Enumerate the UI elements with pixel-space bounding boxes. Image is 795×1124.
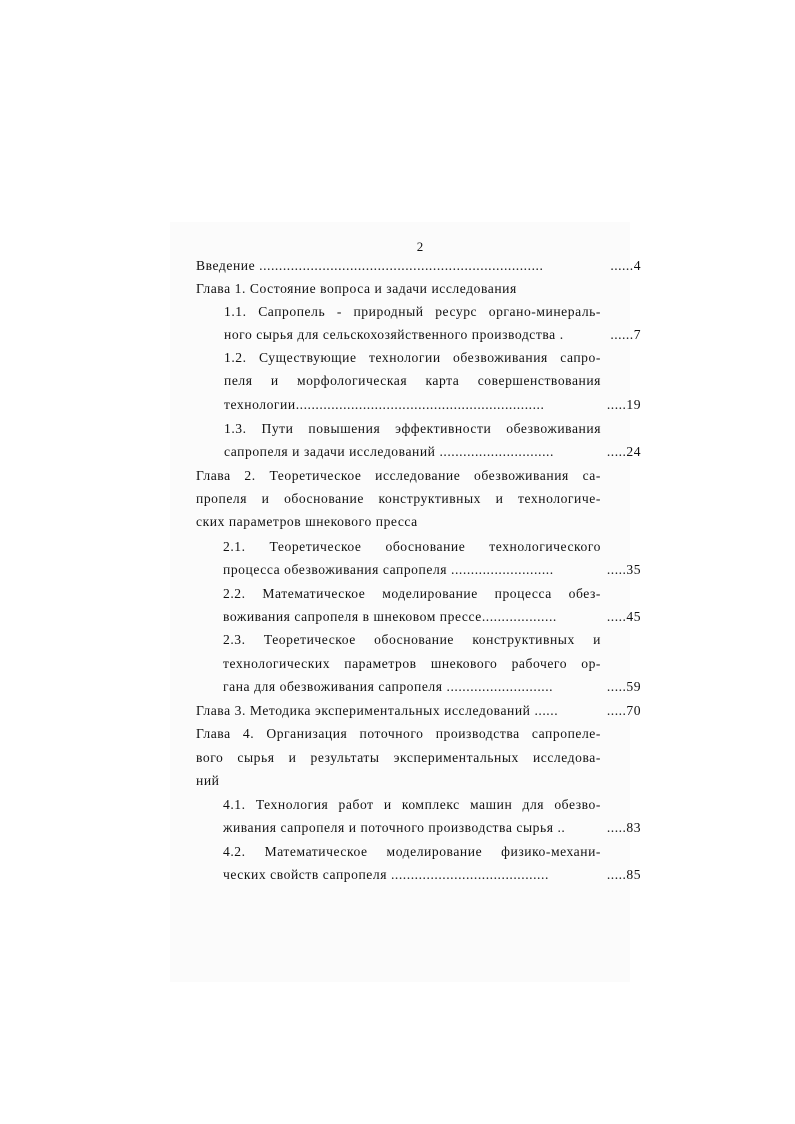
toc-entry-intro: Введение ........................................................................ xyxy=(196,258,544,273)
toc-section-4-1-line2: живания сапропеля и поточного производства сырья .. xyxy=(223,820,566,835)
toc-section-2-1-line2: процесса обезвоживания сапропеля .......................... xyxy=(223,562,554,577)
toc-chapter-1: Глава 1. Состояние вопроса и задачи исследования xyxy=(196,281,517,296)
toc-section-1-1-line1: 1.1. Сапропель - природный ресурс органо-минераль- xyxy=(224,304,601,319)
toc-section-4-2-line1: 4.2. Математическое моделирование физико-механи- xyxy=(223,844,601,859)
toc-chapter-4-line2: вого сырья и результаты экспериментальных исследова- xyxy=(196,750,601,765)
toc-section-2-3-line1: 2.3. Теоретическое обоснование конструктивных и xyxy=(223,632,601,647)
toc-section-2-2-line2: воживания сапропеля в шнековом прессе................... xyxy=(223,609,557,624)
toc-page-2-3: .....59 xyxy=(606,679,641,694)
toc-page-2-1: .....35 xyxy=(606,562,641,577)
toc-section-1-2-line2: пеля и морфологическая карта совершенствования xyxy=(224,373,601,388)
toc-section-1-1-line2: ного сырья для сельскохозяйственного производства . xyxy=(224,327,564,342)
toc-chapter-3: Глава 3. Методика экспериментальных исследований ...... xyxy=(196,703,559,718)
toc-page-1-3: .....24 xyxy=(606,444,641,459)
toc-section-4-1-line1: 4.1. Технология работ и комплекс машин для обезво- xyxy=(223,797,601,812)
toc-page-intro: ......4 xyxy=(610,258,641,273)
toc-section-2-1-line1: 2.1. Теоретическое обоснование технологического xyxy=(223,539,601,554)
toc-section-1-3-line2: сапропеля и задачи исследований ............................. xyxy=(224,444,554,459)
toc-page-1-1: ......7 xyxy=(610,327,641,342)
toc-page-4-2: .....85 xyxy=(606,867,641,882)
toc-chapter-4-line1: Глава 4. Организация поточного производства сапропеле- xyxy=(196,726,601,741)
toc-page-chapter-3: .....70 xyxy=(606,703,641,718)
page-number: 2 xyxy=(416,239,424,254)
toc-section-1-3-line1: 1.3. Пути повышения эффективности обезвоживания xyxy=(224,421,601,436)
toc-section-2-3-line2: технологических параметров шнекового рабочего ор- xyxy=(223,656,601,671)
toc-chapter-2-line3: ских параметров шнекового пресса xyxy=(196,514,418,529)
toc-section-2-3-line3: гана для обезвоживания сапропеля ........................... xyxy=(223,679,554,694)
toc-chapter-2-line1: Глава 2. Теоретическое исследование обезвоживания са- xyxy=(196,468,601,483)
toc-page-4-1: .....83 xyxy=(606,820,641,835)
toc-chapter-2-line2: пропеля и обоснование конструктивных и технологиче- xyxy=(196,491,601,506)
toc-section-2-2-line1: 2.2. Математическое моделирование процесса обез- xyxy=(223,586,601,601)
toc-section-1-2-line3: технологии............................................................... xyxy=(224,397,545,412)
toc-chapter-4-line3: ний xyxy=(196,773,220,788)
toc-section-4-2-line2: ческих свойств сапропеля ........................................ xyxy=(223,867,549,882)
toc-page-1-2: .....19 xyxy=(606,397,641,412)
toc-section-1-2-line1: 1.2. Существующие технологии обезвоживания сапро- xyxy=(224,350,601,365)
toc-page-2-2: .....45 xyxy=(606,609,641,624)
